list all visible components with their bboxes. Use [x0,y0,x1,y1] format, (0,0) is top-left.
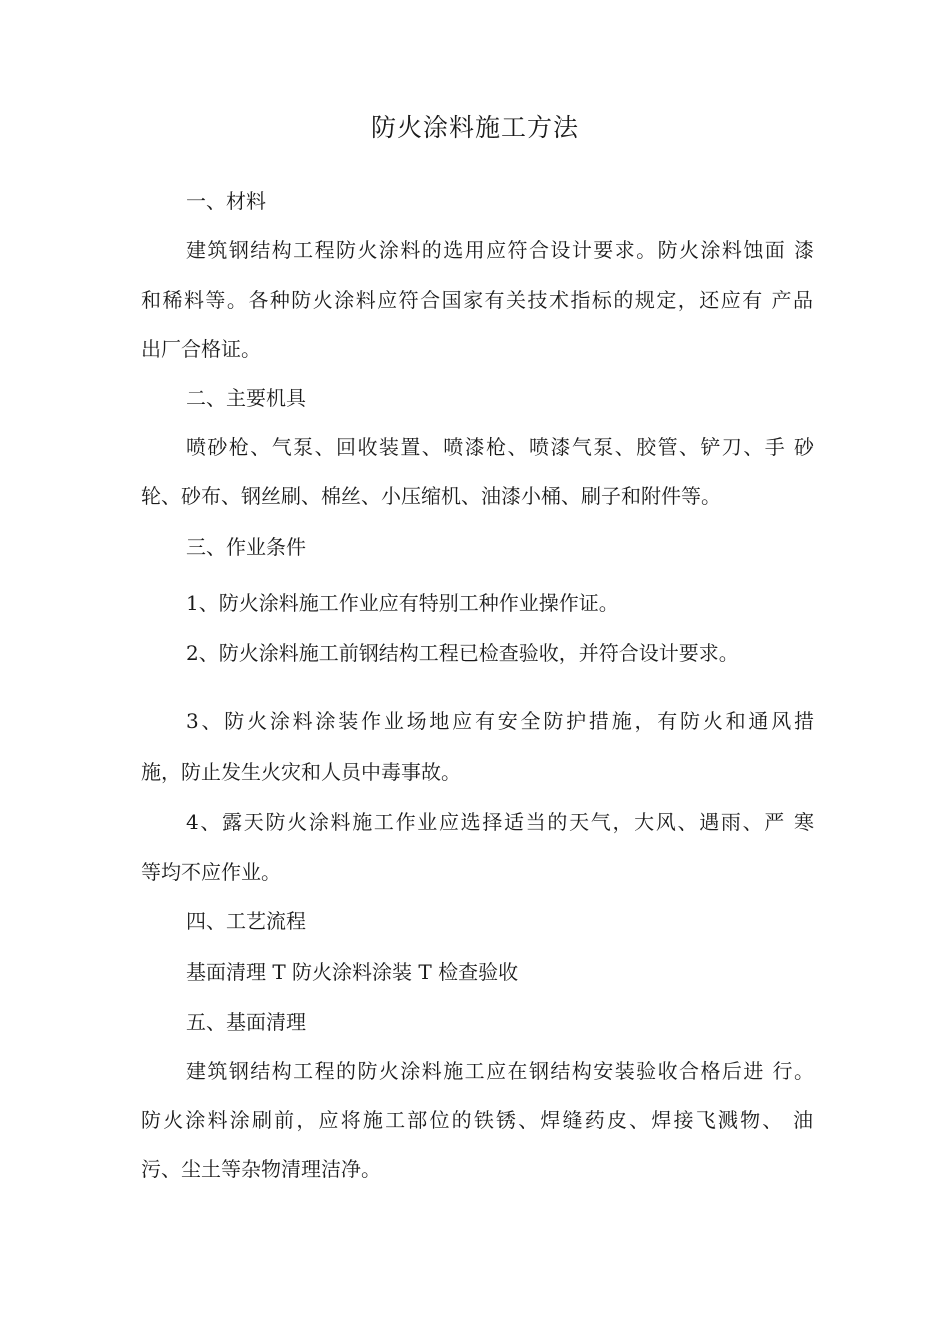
paragraph-line: 污、尘土等杂物清理洁净。 [141,1157,381,1181]
paragraph-line: 喷砂枪、气泵、回收装置、喷漆枪、喷漆气泵、胶管、铲刀、手 砂 [186,435,814,459]
paragraph-line: 出厂合格证。 [141,337,261,361]
section-heading-materials: 一、材料 [186,189,266,213]
paragraph-line: 3、防火涂料涂装作业场地应有安全防护措施，有防火和通风措 [186,709,814,733]
paragraph-line: 建筑钢结构工程防火涂料的选用应符合设计要求。防火涂料蚀面 漆 [186,238,814,262]
paragraph-line: 施，防止发生火灾和人员中毒事故。 [141,760,461,784]
section-heading-process: 四、工艺流程 [186,909,306,933]
paragraph-line: 和稀料等。各种防火涂料应符合国家有关技术指标的规定，还应有 产品 [141,288,813,312]
section-heading-tools: 二、主要机具 [186,386,306,410]
section-heading-conditions: 三、作业条件 [186,535,306,559]
paragraph-line: 1、防火涂料施工作业应有特别工种作业操作证。 [186,591,619,615]
paragraph-line: 等均不应作业。 [141,860,281,884]
paragraph-line: 轮、砂布、钢丝刷、棉丝、小压缩机、油漆小桶、刷子和附件等。 [141,484,721,508]
paragraph-line: 2、防火涂料施工前钢结构工程已检查验收，并符合设计要求。 [186,641,739,665]
paragraph-line: 防火涂料涂刷前，应将施工部位的铁锈、焊缝药皮、焊接飞溅物、 油 [141,1108,813,1132]
paragraph-line: 建筑钢结构工程的防火涂料施工应在钢结构安装验收合格后进 行。 [186,1059,814,1083]
paragraph-line: 基面清理 T 防火涂料涂装 T 检查验收 [186,960,519,984]
page-title: 防火涂料施工方法 [370,113,579,142]
paragraph-line: 4、露天防火涂料施工作业应选择适当的天气，大风、遇雨、严 寒 [186,810,814,834]
section-heading-surface-cleaning: 五、基面清理 [186,1010,306,1034]
